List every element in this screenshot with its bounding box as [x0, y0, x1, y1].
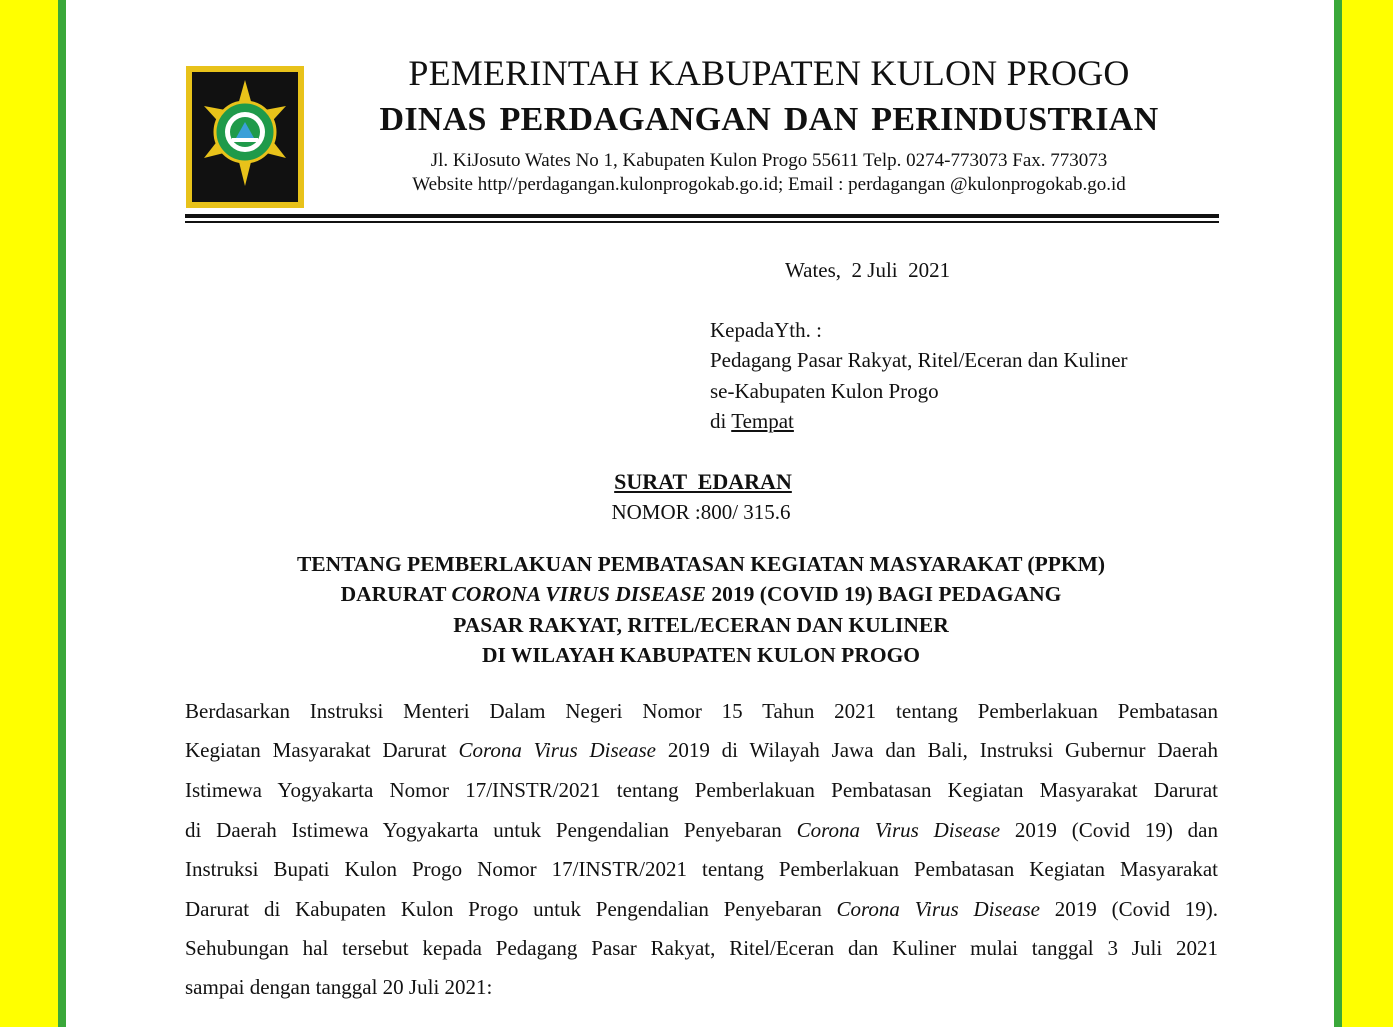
- header-website-email: Website http//perdagangan.kulonprogokab.go.id; Email : perdagangan @kulonprogokab.go.id: [412, 174, 1126, 195]
- topic-line-2-start: DARURAT: [340, 582, 452, 606]
- letter-title: SURAT EDARAN: [614, 469, 792, 494]
- body-line-2: [185, 738, 1218, 766]
- body-line-3: Istimewa Yogyakarta Nomor 17/INSTR/2021 tentang Pemberlakuan Pembatasan Kegiatan Masyarakat Darurat: [185, 778, 1218, 802]
- body-line-4-italic: Corona Virus Disease: [796, 818, 1001, 842]
- topic-line-4: DI WILAYAH KABUPATEN KULON PROGO: [481, 643, 921, 667]
- body-line-1: Berdasarkan Instruksi Menteri Dalam Negeri Nomor 15 Tahun 2021 tentang Pemberlakuan Pembatasan: [185, 699, 1218, 723]
- recipient-line-1: Pedagang Pasar Rakyat, Ritel/Eceran dan Kuliner: [710, 348, 1128, 372]
- topic-line-3: PASAR RAKYAT, RITEL/ECERAN DAN KULINER: [453, 613, 949, 637]
- body-line-7: Sehubungan hal tersebut kepada Pedagang Pasar Rakyat, Ritel/Eceran dan Kuliner mulai tanggal 3 Juli 2021: [185, 936, 1218, 960]
- kulon-progo-emblem-logo: [186, 66, 304, 208]
- letter-number: NOMOR :800/ 315.6: [611, 500, 791, 524]
- topic-line-1: TENTANG PEMBERLAKUAN PEMBATASAN KEGIATAN MASYARAKAT (PPKM): [296, 552, 1106, 576]
- body-line-6-italic: Corona Virus Disease: [836, 897, 1040, 921]
- body-line-4-start: di Daerah Istimewa Yogyakarta untuk Pengendalian Penyebaran: [185, 818, 797, 842]
- body-line-2-end: 2019 di Wilayah Jawa dan Bali, Instruksi Gubernur Daerah: [655, 738, 1218, 762]
- topic-line-2-end: 2019 (COVID 19) BAGI PEDAGANG: [706, 582, 1062, 606]
- body-line-2-start: Kegiatan Masyarakat Darurat: [185, 738, 459, 762]
- body-line-8: sampai dengan tanggal 20 Juli 2021:: [185, 975, 493, 999]
- header-government-name: PEMERINTAH KABUPATEN KULON PROGO: [408, 53, 1130, 93]
- body-line-6: [185, 897, 1218, 925]
- body-line-2-italic: Corona Virus Disease: [458, 738, 656, 762]
- recipient-place-prefix: di: [710, 409, 732, 433]
- topic-line-2: [66, 582, 1336, 607]
- body-line-6-end: 2019 (Covid 19).: [1039, 897, 1218, 921]
- body-line-4: [185, 818, 1218, 846]
- topic-line-2-italic: CORONA VIRUS DISEASE: [451, 582, 707, 606]
- recipient-salutation: KepadaYth. :: [710, 318, 822, 342]
- recipient-place: [710, 409, 794, 434]
- letter-date: Wates, 2 Juli 2021: [785, 258, 951, 282]
- header-agency-name: DINAS PERDAGANGAN DAN PERINDUSTRIAN: [379, 101, 1159, 138]
- body-line-6-start: Darurat di Kabupaten Kulon Progo untuk Pengendalian Penyebaran: [185, 897, 837, 921]
- body-line-5: Instruksi Bupati Kulon Progo Nomor 17/INSTR/2021 tentang Pemberlakuan Pembatasan Kegiatan Masyarakat: [185, 857, 1218, 881]
- recipient-line-2: se-Kabupaten Kulon Progo: [710, 379, 939, 403]
- recipient-place-underlined: Tempat: [731, 409, 794, 433]
- header-address: Jl. KiJosuto Wates No 1, Kabupaten Kulon Progo 55611 Telp. 0274-773073 Fax. 773073: [430, 150, 1108, 171]
- document-page: [66, 0, 1334, 1027]
- header-divider-thick: [185, 214, 1219, 218]
- header-divider-thin: [185, 221, 1219, 223]
- body-line-4-end: 2019 (Covid 19) dan: [1000, 818, 1218, 842]
- left-page-edge: [58, 0, 66, 1027]
